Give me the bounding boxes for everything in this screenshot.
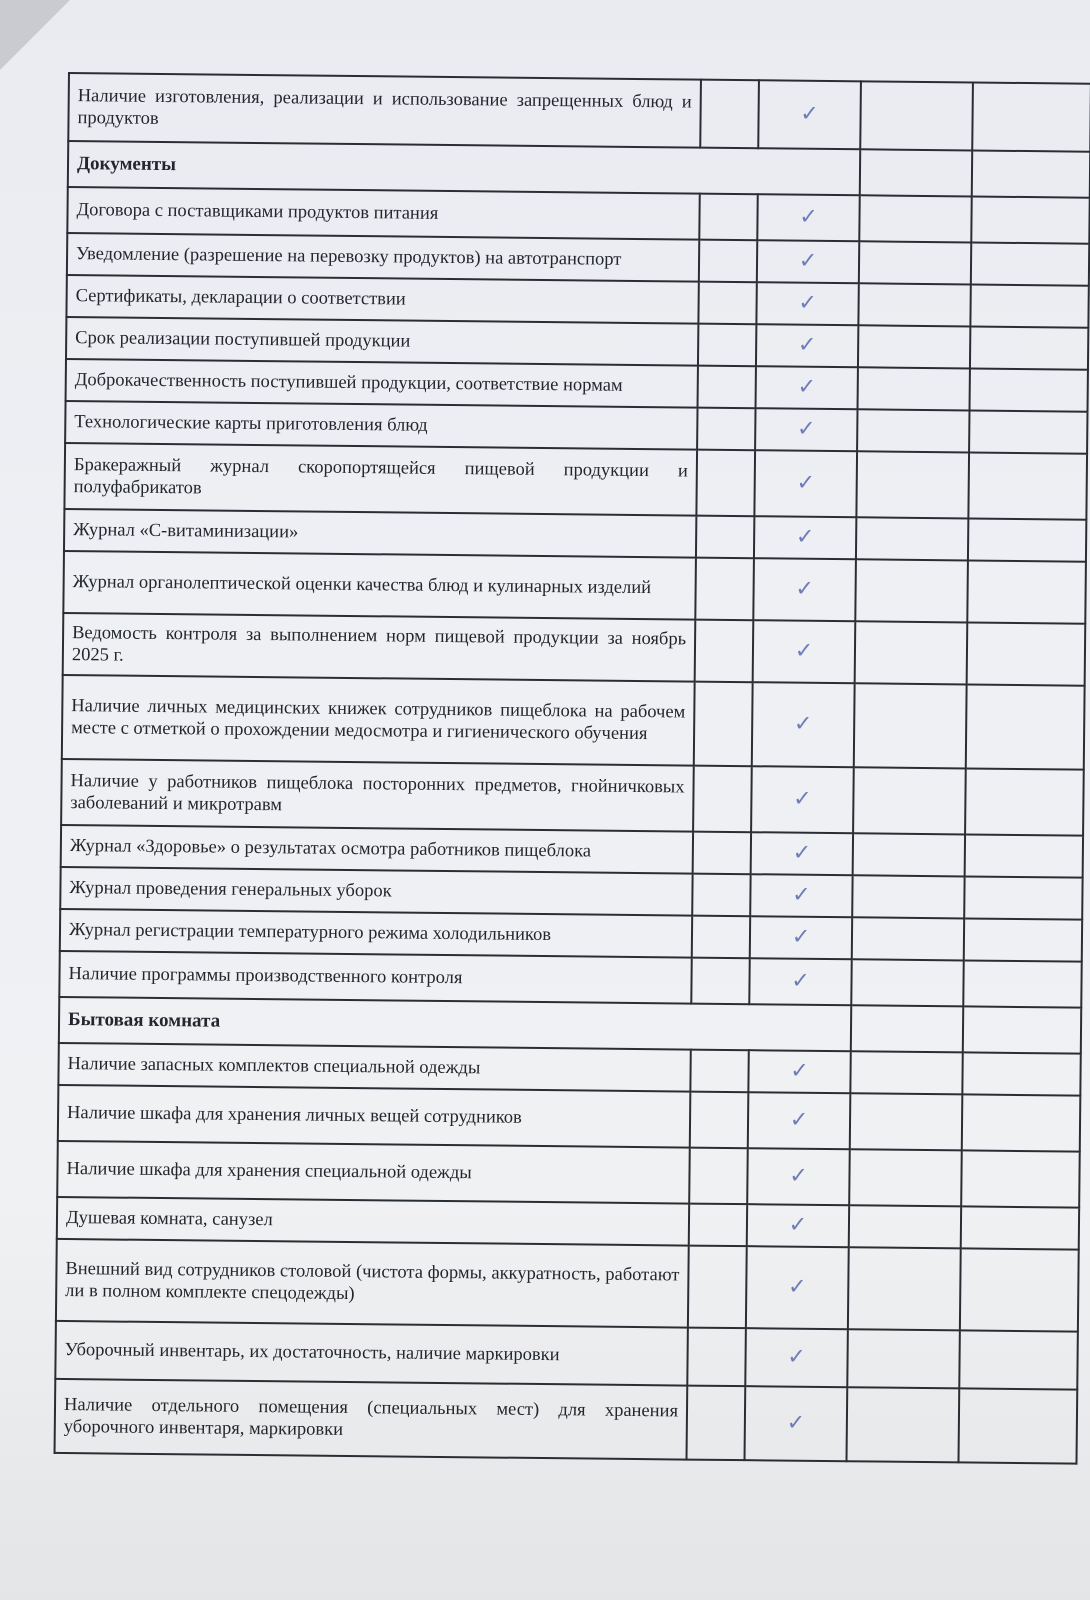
checklist-row [64,443,1087,520]
empty-cell [971,196,1089,243]
criterion-text: Договора с поставщиками продуктов питания [67,187,699,240]
empty-cell [858,325,970,368]
criterion-text: Журнал проведения генеральных уборок [60,867,692,916]
empty-cell [698,324,756,367]
criterion-text: Наличие запасных комплектов специальной одежды [58,1043,690,1092]
criterion-text: Сертификаты, декларации о соответствии [66,275,698,324]
empty-cell [969,410,1087,453]
empty-cell [962,1052,1080,1095]
criterion-text: Наличие программы производственного контроля [59,951,691,1004]
check-mark-cell: ✓ [746,1246,849,1329]
empty-cell [848,1247,961,1330]
section-empty-cell [860,149,972,196]
empty-cell [687,1386,746,1461]
empty-cell [696,450,755,517]
check-mark-cell: ✓ [751,832,853,875]
empty-cell [689,1204,747,1247]
check-mark-cell: ✓ [747,1204,849,1247]
check-mark-cell: ✓ [747,1148,850,1205]
empty-cell [856,517,968,560]
empty-cell [964,918,1082,961]
folded-corner [0,0,70,70]
criterion-text: Наличие отдельного помещения (специальных мест) для хранения уборочного инвентаря, маркировки [55,1379,688,1460]
criterion-text: Наличие шкафа для хранения личных вещей сотрудников [58,1085,691,1148]
empty-cell [847,1329,960,1388]
criterion-text: Технологические карты приготовления блюд [65,401,697,450]
empty-cell [700,80,759,149]
check-mark-cell: ✓ [756,366,858,409]
criterion-text: Журнал органолептической оценки качества блюд и кулинарных изделий [63,551,696,620]
criterion-text: Бракеражный журнал скоропортящейся пищевой продукции и полуфабрикатов [64,443,697,516]
empty-cell [850,1093,963,1150]
empty-cell [961,1150,1080,1207]
check-mark-cell: ✓ [756,282,858,325]
empty-cell [858,283,970,326]
checklist-row [68,73,1090,152]
check-mark-cell: ✓ [749,958,851,1005]
check-mark-cell: ✓ [750,916,852,959]
empty-cell [970,326,1088,369]
empty-cell [846,1387,959,1462]
empty-cell [852,917,964,960]
checklist-row [63,613,1086,686]
empty-cell [699,194,757,241]
empty-cell [698,366,756,409]
criterion-text: Наличие у работников пищеблока посторонних предметов, гнойничковых заболеваний и микротравм [61,759,694,832]
empty-cell [964,876,1082,919]
section-empty-cell [972,150,1090,197]
check-mark-cell: ✓ [753,558,856,621]
empty-cell [965,834,1083,877]
check-mark-cell: ✓ [756,324,858,367]
empty-cell [959,1330,1078,1389]
empty-cell [958,1388,1077,1463]
checklist-row [61,759,1084,836]
criterion-text: Душевая комната, санузел [57,1197,689,1246]
empty-cell [695,558,754,621]
empty-cell [970,368,1088,411]
empty-cell [960,1248,1079,1331]
checklist-row [55,1379,1078,1464]
empty-cell [972,82,1090,151]
empty-cell [857,409,969,452]
empty-cell [962,1094,1081,1151]
empty-cell [690,1050,748,1093]
check-mark-cell: ✓ [745,1386,848,1461]
section-title: Бытовая комната [59,997,851,1051]
empty-cell [691,958,749,1005]
empty-cell [855,559,968,622]
criterion-text: Уборочный инвентарь, их достаточность, наличие маркировки [55,1321,688,1386]
empty-cell [693,766,752,833]
empty-cell [695,620,754,683]
checklist-row [63,551,1086,624]
empty-cell [693,832,751,875]
empty-cell [850,1051,962,1094]
empty-cell [690,1092,749,1149]
check-mark-cell: ✓ [757,194,859,241]
empty-cell [699,240,757,283]
empty-cell [698,282,756,325]
empty-cell [854,683,967,768]
empty-cell [967,622,1086,685]
empty-cell [689,1148,748,1205]
empty-cell [961,1206,1079,1249]
empty-cell [966,684,1085,769]
check-mark-cell: ✓ [750,874,852,917]
criterion-text: Наличие изготовления, реализации и использование запрещенных блюд и продуктов [68,73,701,148]
check-mark-cell: ✓ [748,1050,850,1093]
criterion-text: Уведомление (разрешение на перевозку продуктов) на автотранспорт [67,233,699,282]
empty-cell [851,959,963,1006]
check-mark-cell: ✓ [758,80,861,149]
empty-cell [849,1149,962,1206]
check-mark-cell: ✓ [754,516,856,559]
check-mark-cell: ✓ [754,450,857,517]
check-mark-cell: ✓ [757,240,859,283]
empty-cell [692,874,750,917]
criterion-text: Ведомость контроля за выполнением норм пищевой продукции за ноябрь 2025 г. [63,613,696,682]
empty-cell [852,875,964,918]
checklist-row [55,1321,1078,1390]
check-mark-cell: ✓ [751,766,854,833]
empty-cell [859,241,971,284]
empty-cell [849,1205,961,1248]
empty-cell [855,621,968,684]
empty-cell [858,367,970,410]
criterion-text: Журнал «С-витаминизации» [64,509,696,558]
criterion-text: Наличие личных медицинских книжек сотрудников пищеблока на рабочем месте с отметкой о прохождении медосмотра и гигиенического обучения [62,675,695,766]
checklist-body [55,73,1090,1464]
empty-cell [967,560,1086,623]
empty-cell [860,81,973,150]
empty-cell [692,916,750,959]
empty-cell [856,451,969,518]
empty-cell [688,1246,747,1329]
checklist-table-wrapper [54,72,1090,1465]
check-mark-cell: ✓ [748,1092,851,1149]
empty-cell [697,408,755,451]
section-title: Документы [68,141,860,195]
inspection-checklist-table [54,72,1090,1465]
empty-cell [968,518,1086,561]
checklist-row [62,675,1085,770]
criterion-text: Журнал «Здоровье» о результатах осмотра работников пищеблока [61,825,693,874]
checklist-row [56,1239,1079,1332]
empty-cell [694,682,753,767]
check-mark-cell: ✓ [755,408,857,451]
section-empty-cell [851,1005,963,1052]
criterion-text: Доброкачественность поступившей продукции, соответствие нормам [66,359,698,408]
empty-cell [971,242,1089,285]
section-empty-cell [963,1006,1081,1053]
empty-cell [963,960,1081,1007]
check-mark-cell: ✓ [745,1328,848,1387]
check-mark-cell: ✓ [753,620,856,683]
empty-cell [687,1328,746,1387]
empty-cell [696,516,754,559]
criterion-text: Срок реализации поступившей продукции [66,317,698,366]
empty-cell [853,767,966,834]
criterion-text: Внешний вид сотрудников столовой (чистота формы, аккуратность, работают ли в полном комплекте спецодежды) [56,1239,689,1328]
empty-cell [970,284,1088,327]
empty-cell [859,195,971,242]
empty-cell [853,833,965,876]
empty-cell [968,452,1087,519]
criterion-text: Журнал регистрации температурного режима холодильников [60,909,692,958]
empty-cell [965,768,1084,835]
criterion-text: Наличие шкафа для хранения специальной одежды [57,1141,690,1204]
check-mark-cell: ✓ [752,682,855,767]
